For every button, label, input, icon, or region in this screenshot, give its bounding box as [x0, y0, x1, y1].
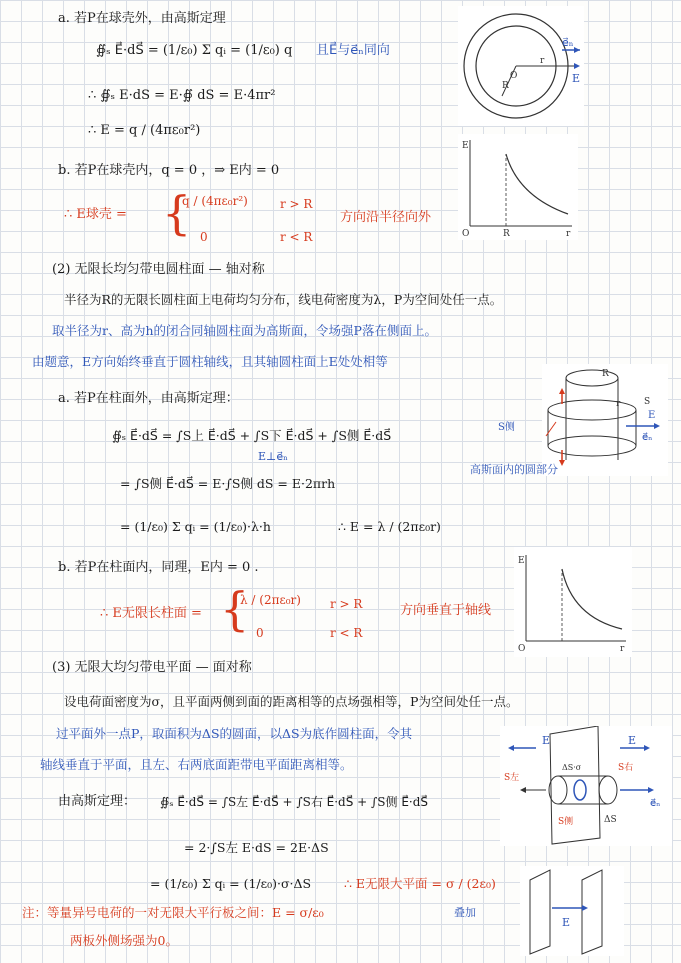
sphere-diagram: [458, 6, 584, 126]
sphere-case1-val: q / (4πε₀r²): [182, 194, 248, 208]
cylinder-perp-note: E⊥e⃗ₙ: [258, 450, 288, 463]
graph1-R-label: R: [503, 229, 510, 239]
cylinder-step2: 由题意，E方向始终垂直于圆柱轴线，且其轴圆柱面上E处处相等: [32, 354, 388, 369]
plane-diagram: [500, 726, 672, 846]
sphere-flux-eq: ∴ ∯ₛ E·dS = E·∯ dS = E·4πr²: [88, 88, 276, 103]
cyl-r-label: r: [616, 399, 621, 409]
sphere-case2-val: 0: [200, 230, 208, 244]
plane-ds-sigma-label: ΔS·σ: [562, 763, 582, 772]
plane-eq1: ∯ₛ E⃗·dS⃗ = ∫S左 E⃗·dS⃗ + ∫S右 E⃗·dS⃗ + ∫S侧 E⃗·dS⃗: [160, 795, 429, 809]
cylinder-eq1: ∯ₛ E⃗·dS⃗ = ∫S上 E⃗·dS⃗ + ∫S下 E⃗·dS⃗ + ∫S侧 E⃗·dS⃗: [112, 428, 392, 443]
plates-E-label: E: [562, 916, 571, 929]
plane-note1-tail: 叠加: [454, 906, 476, 919]
sphere-en-label: e⃗ₙ: [562, 36, 574, 49]
sphere-a-title: a. 若P在球壳外，由高斯定理: [58, 11, 226, 26]
plane-eq2: = 2·∫S左 E·dS = 2E·ΔS: [184, 840, 329, 855]
cylinder-piece-label: ∴ E无限长柱面 =: [100, 606, 202, 621]
sphere-O-label: O: [510, 71, 518, 81]
plane-heading: [52, 660, 252, 676]
cylinder-case1-cond: r > R: [330, 597, 363, 611]
plane-s-right-label: S右: [618, 763, 634, 773]
plane-gauss-label: 由高斯定理：: [58, 794, 137, 809]
plane-ds-label: ΔS: [604, 815, 617, 825]
sphere-result-eq: ∴ E = q / (4πε₀r²): [88, 123, 201, 138]
plane-eq3: = (1/ε₀) Σ qᵢ = (1/ε₀)·σ·ΔS: [150, 876, 312, 891]
e-vs-r-graph-sphere: [458, 134, 578, 240]
cylinder-case2-cond: r < R: [330, 626, 363, 640]
sphere-e-label: E: [572, 72, 581, 85]
cyl-E-label: E: [648, 410, 656, 421]
sphere-gauss-note: 且E⃗与e⃗ₙ同向: [316, 43, 390, 58]
cylinder-heading-text: (2) 无限长均匀带电圆柱面 — 轴对称: [52, 262, 265, 277]
graph2-r-label: r: [620, 644, 625, 654]
cylinder-heading: [52, 262, 265, 278]
graph1-r-label: r: [566, 229, 571, 239]
plane-heading-text: (3) 无限大均匀带电平面 — 面对称: [52, 660, 252, 675]
sphere-R-label: R: [502, 81, 509, 91]
plane-step2: 轴线垂直于平面，且左、右两底面距带电平面距离相等。: [40, 757, 353, 772]
cylinder-eq2: = ∫S侧 E⃗·dS⃗ = E·∫S侧 dS = E·2πrh: [120, 476, 336, 491]
sphere-gauss-eq: ∯ₛ E⃗·dS⃗ = (1/ε₀) Σ qᵢ = (1/ε₀) q: [96, 43, 293, 58]
cylinder-eq3: = (1/ε₀) Σ qᵢ = (1/ε₀)·λ·h: [120, 519, 271, 534]
plane-desc: 设电荷面密度为σ，且平面两侧到面的距离相等的点场强相等，P为空间处任一点。: [64, 694, 519, 709]
plane-en-label: e⃗ₙ: [650, 798, 661, 809]
graph2-e-label: E: [518, 556, 525, 566]
sphere-case1-cond: r > R: [280, 197, 313, 211]
cyl-en-label: e⃗ₙ: [642, 432, 653, 443]
sphere-b-title: b. 若P在球壳内，q = 0 ，⇒ E内 = 0: [58, 163, 280, 178]
sphere-r-label: r: [540, 56, 545, 66]
cylinder-b-title: b. 若P在柱面内，同理，E内 = 0 .: [58, 560, 259, 575]
sphere-brace: {: [162, 186, 192, 240]
plane-step1: 过平面外一点P，取面积为ΔS的圆面，以ΔS为底作圆柱面，令其: [56, 726, 413, 741]
sphere-direction: 方向沿半径向外: [340, 210, 432, 225]
plane-result: ∴ E无限大平面 = σ / (2ε₀): [344, 876, 496, 891]
graph2-o-label: O: [518, 644, 526, 654]
cylinder-a-title: a. 若P在柱面外，由高斯定理：: [58, 391, 239, 406]
sphere-piece-label: ∴ E球壳 =: [64, 207, 127, 222]
cyl-S-label: S: [644, 397, 651, 407]
parallel-plates-diagram: [520, 866, 624, 956]
plane-note2: 两板外侧场强为0。: [70, 933, 178, 948]
graph1-o-label: O: [462, 229, 470, 239]
cylinder-brace: {: [220, 582, 250, 636]
cylinder-case1-val: λ / (2πε₀r): [240, 593, 301, 607]
graph1-e-label: E: [462, 141, 469, 151]
plane-note1: 注：等量异号电荷的一对无限大平行板之间：E = σ/ε₀: [22, 905, 324, 920]
plane-E-right: E: [628, 734, 637, 747]
cylinder-direction: 方向垂直于轴线: [400, 603, 492, 618]
cylinder-fig-note: 高斯面内的圆部分: [470, 463, 558, 476]
cylinder-result: ∴ E = λ / (2πε₀r): [338, 519, 441, 534]
cylinder-step1: 取半径为r、高为h的闭合同轴圆柱面为高斯面，令场强P落在侧面上。: [52, 323, 437, 338]
plane-s-left-label: S左: [504, 773, 520, 783]
cylinder-case2-val: 0: [256, 626, 264, 640]
e-vs-r-graph-cylinder: [514, 547, 632, 657]
cylinder-desc: 半径为R的无限长圆柱面上电荷均匀分布，线电荷密度为λ，P为空间处任一点。: [64, 292, 503, 307]
cyl-R-label: R: [602, 369, 609, 379]
sphere-case2-cond: r < R: [280, 230, 313, 244]
plane-s-side-label: S侧: [558, 817, 574, 827]
cyl-side-label: S侧: [498, 422, 515, 433]
plane-E-left: E: [542, 734, 551, 747]
